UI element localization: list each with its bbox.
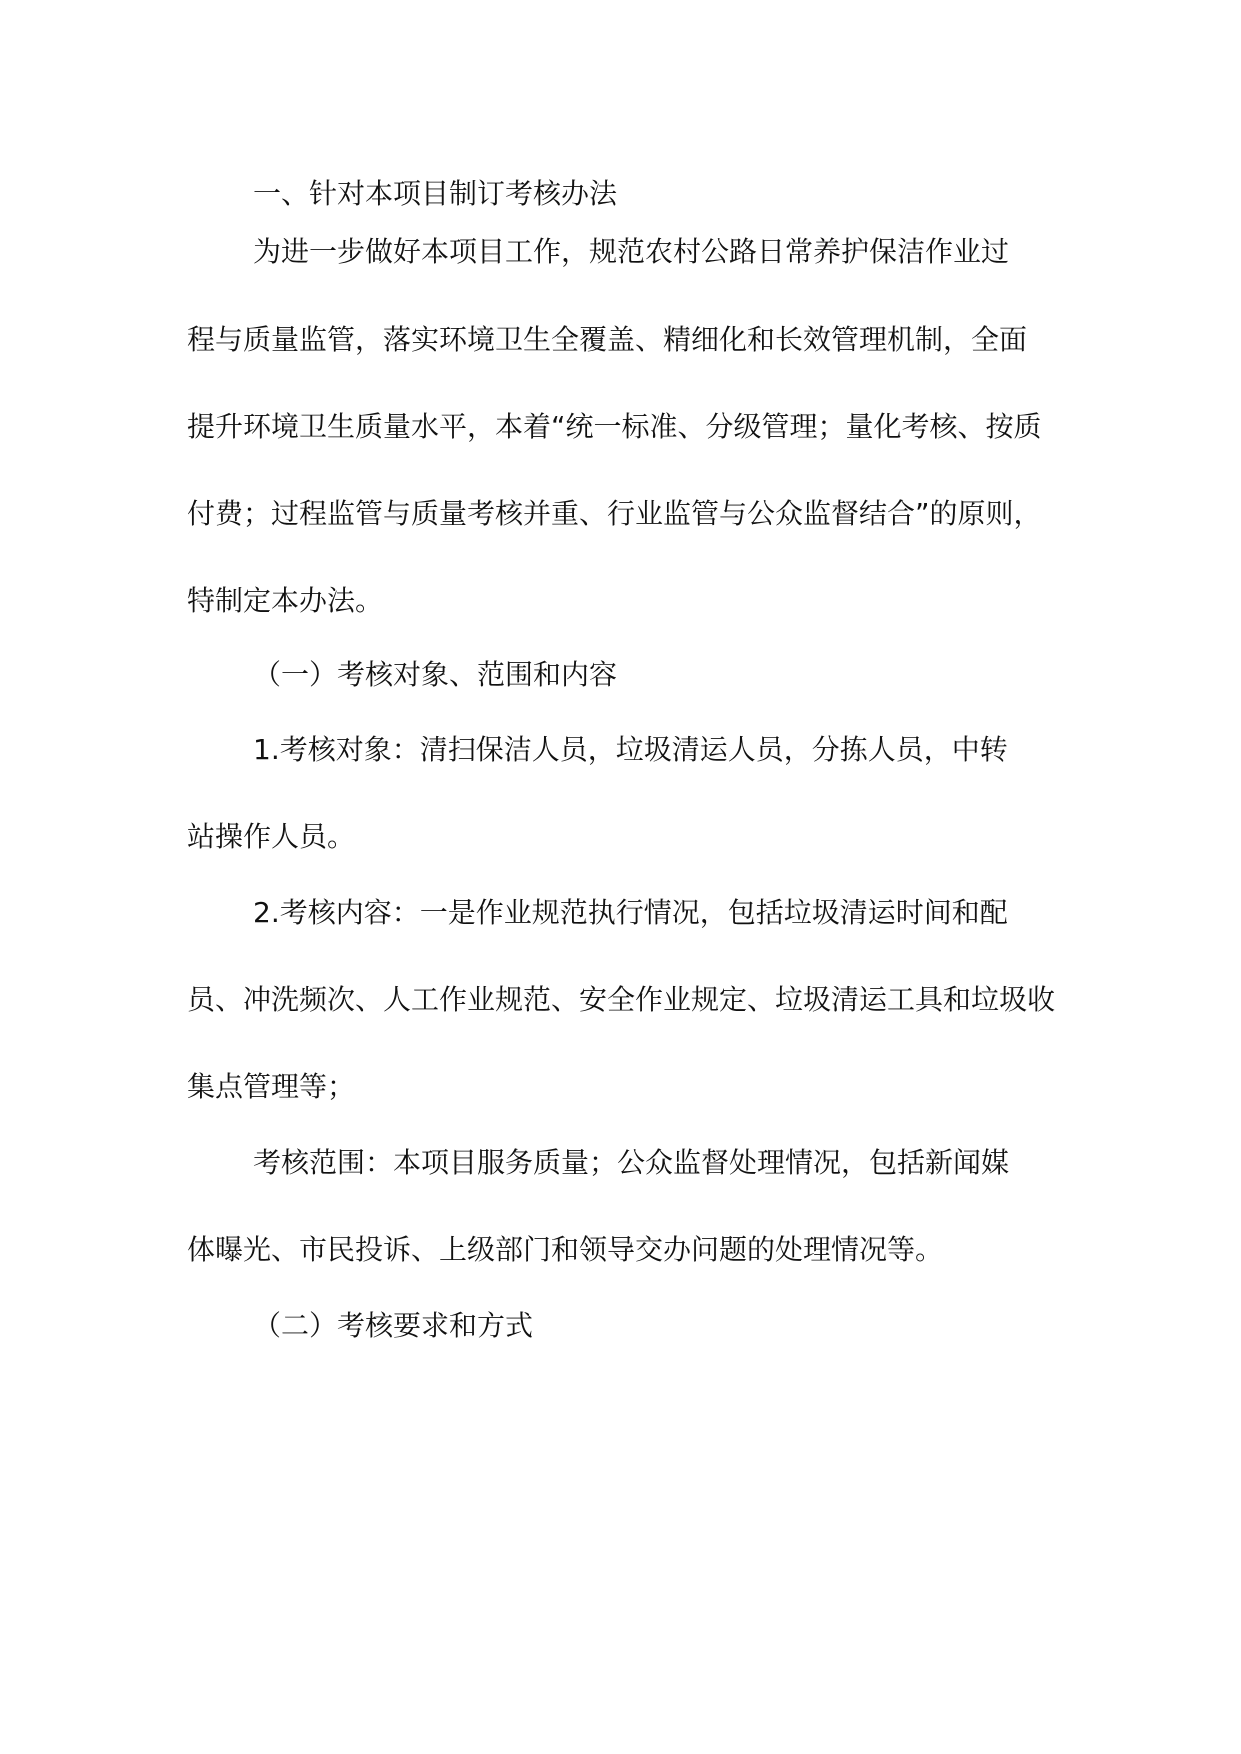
subsection-title: （二）考核要求和方式 xyxy=(253,1309,534,1342)
item-line: 站操作人员。 xyxy=(187,820,356,853)
item-line: 2.考核内容：一是作业规范执行情况，包括垃圾清运时间和配 xyxy=(253,896,1008,929)
subsection-title: （一）考核对象、范围和内容 xyxy=(253,658,618,691)
item-line: 1.考核对象：清扫保洁人员，垃圾清运人员，分拣人员，中转 xyxy=(253,733,1008,766)
intro-paragraph-line: 提升环境卫生质量水平，本着“统一标准、分级管理；量化考核、按质 xyxy=(187,410,1042,443)
intro-paragraph-line: 为进一步做好本项目工作，规范农村公路日常养护保洁作业过 xyxy=(253,235,1010,268)
scope-line: 考核范围：本项目服务质量；公众监督处理情况，包括新闻媒 xyxy=(253,1146,1010,1179)
item-line: 员、冲洗频次、人工作业规范、安全作业规定、垃圾清运工具和垃圾收 xyxy=(187,983,1056,1016)
intro-paragraph-line: 程与质量监管，落实环境卫生全覆盖、精细化和长效管理机制，全面 xyxy=(187,323,1028,356)
intro-paragraph-line: 付费；过程监管与质量考核并重、行业监管与公众监督结合”的原则， xyxy=(187,497,1042,530)
item-line: 集点管理等； xyxy=(187,1070,356,1103)
scope-line: 体曝光、市民投诉、上级部门和领导交办问题的处理情况等。 xyxy=(187,1233,944,1266)
intro-paragraph-line: 特制定本办法。 xyxy=(187,584,384,617)
section-heading: 一、针对本项目制订考核办法 xyxy=(253,177,618,210)
